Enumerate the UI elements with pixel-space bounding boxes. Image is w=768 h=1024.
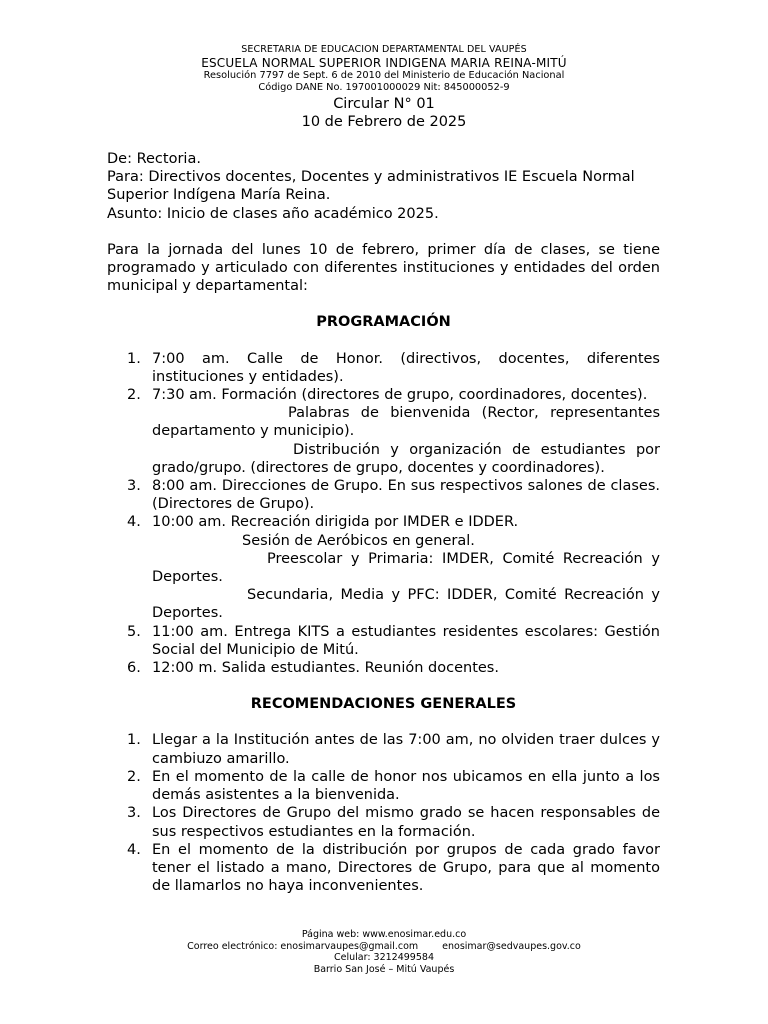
- letterhead-resolution: Resolución 7797 de Sept. 6 de 2010 del Ministerio de Educación Nacional: [203, 70, 565, 81]
- circular-date: 10 de Febrero de 2025: [301, 114, 467, 130]
- letterhead-school-name: ESCUELA NORMAL SUPERIOR INDIGENA MARIA REINA-MITÚ: [201, 56, 567, 70]
- list-item-text: En el momento de la calle de honor nos ubicamos en ella junto a los demás asistentes a la bienvenida.: [152, 768, 660, 804]
- list-subitem-text: Secundaria, Media y PFC: IDDER, Comité Recreación y Deportes.: [152, 587, 660, 622]
- list-item-text: En el momento de la distribución por grupos de cada grado favor tener el listado a mano, Directores de Grupo, para que al momento de llamarlos no haya inconvenientes.: [152, 841, 660, 895]
- footer-email-line: [0, 941, 768, 953]
- footer: [0, 929, 768, 975]
- footer-email-secondary: enosimar@sedvaupes.gov.co: [442, 940, 581, 952]
- list-number: 4.: [127, 841, 141, 858]
- list-number: 3.: [127, 805, 141, 822]
- intro-paragraph: Para la jornada del lunes 10 de febrero, primer día de clases, se tiene programado y articulado con diferentes instituciones y entidades del orden municipal y departamental:: [107, 241, 660, 295]
- footer-phone: Celular: 3212499584: [333, 952, 434, 964]
- footer-address: Barrio San José – Mitú Vaupés: [313, 963, 455, 975]
- memo-from: De: Rectoria.: [107, 151, 201, 167]
- list-item: [107, 350, 660, 386]
- list-subitem-text: Sesión de Aeróbicos en general.: [242, 532, 475, 549]
- recomendaciones-list: [107, 731, 660, 895]
- list-item-text: 8:00 am. Direcciones de Grupo. En sus respectivos salones de clases. (Directores de Grupo).: [152, 478, 660, 513]
- list-item: [107, 477, 660, 513]
- list-item: [107, 768, 660, 804]
- memo-subject: Asunto: Inicio de clases año académico 2025.: [107, 205, 439, 222]
- footer-website: Página web: www.enosimar.edu.co: [301, 929, 467, 940]
- list-item-text: 7:30 am. Formación (directores de grupo, coordinadores, docentes).: [152, 387, 648, 404]
- list-number: 2.: [127, 387, 141, 404]
- list-number: 2.: [127, 768, 141, 785]
- memo-to: Para: Directivos docentes, Docentes y administrativos IE Escuela Normal Superior Indígena María Reina.: [107, 169, 635, 204]
- letterhead-codes: Código DANE No. 197001000029 Nit: 845000052-9: [258, 82, 510, 93]
- list-item-text: 11:00 am. Entrega KITS a estudiantes residentes escolares: Gestión Social del Municipio de Mitú.: [152, 623, 660, 658]
- letterhead-secretaria: SECRETARIA DE EDUCACION DEPARTAMENTAL DEL VAUPÉS: [241, 44, 527, 55]
- list-item-text: 12:00 m. Salida estudiantes. Reunión docentes.: [152, 660, 499, 677]
- list-item: [107, 659, 660, 677]
- document-body: [107, 150, 660, 895]
- list-number: 4.: [127, 514, 141, 531]
- list-item: [107, 386, 660, 477]
- list-item-text: 7:00 am. Calle de Honor. (directivos, docentes, diferentes instituciones y entidades).: [152, 350, 660, 385]
- list-subitem-text: Preescolar y Primaria: IMDER, Comité Recreación y Deportes.: [152, 550, 660, 586]
- list-item: [107, 841, 660, 896]
- list-number: 3.: [127, 478, 141, 495]
- programacion-list: [107, 350, 660, 678]
- circular-number: Circular N° 01: [333, 96, 435, 112]
- list-item: [107, 804, 660, 840]
- list-item-text: Los Directores de Grupo del mismo grado se hacen responsables de sus respectivos estudiantes en la formación.: [152, 805, 660, 840]
- footer-email: Correo electrónico: enosimarvaupes@gmail.com: [187, 940, 419, 952]
- list-item-text: 10:00 am. Recreación dirigida por IMDER e IDDER.: [152, 514, 519, 531]
- recomendaciones-title: RECOMENDACIONES GENERALES: [250, 696, 517, 713]
- list-item: [107, 623, 660, 659]
- list-subitem-text: Palabras de bienvenida (Rector, representantes departamento y municipio).: [152, 405, 660, 440]
- list-item: [107, 513, 660, 622]
- list-number: 1.: [127, 732, 141, 749]
- list-number: 1.: [127, 350, 141, 367]
- list-subitem-text: Distribución y organización de estudiantes por grado/grupo. (directores de grupo, docentes y coordinadores).: [152, 441, 660, 476]
- list-number: 5.: [127, 623, 141, 640]
- list-item: [107, 731, 660, 767]
- programacion-title: PROGRAMACIÓN: [316, 314, 451, 331]
- letterhead: [0, 44, 768, 131]
- list-item-text: Llegar a la Institución antes de las 7:00 am, no olviden traer dulces y cambiuzo amarillo.: [152, 732, 660, 767]
- list-number: 6.: [127, 660, 141, 677]
